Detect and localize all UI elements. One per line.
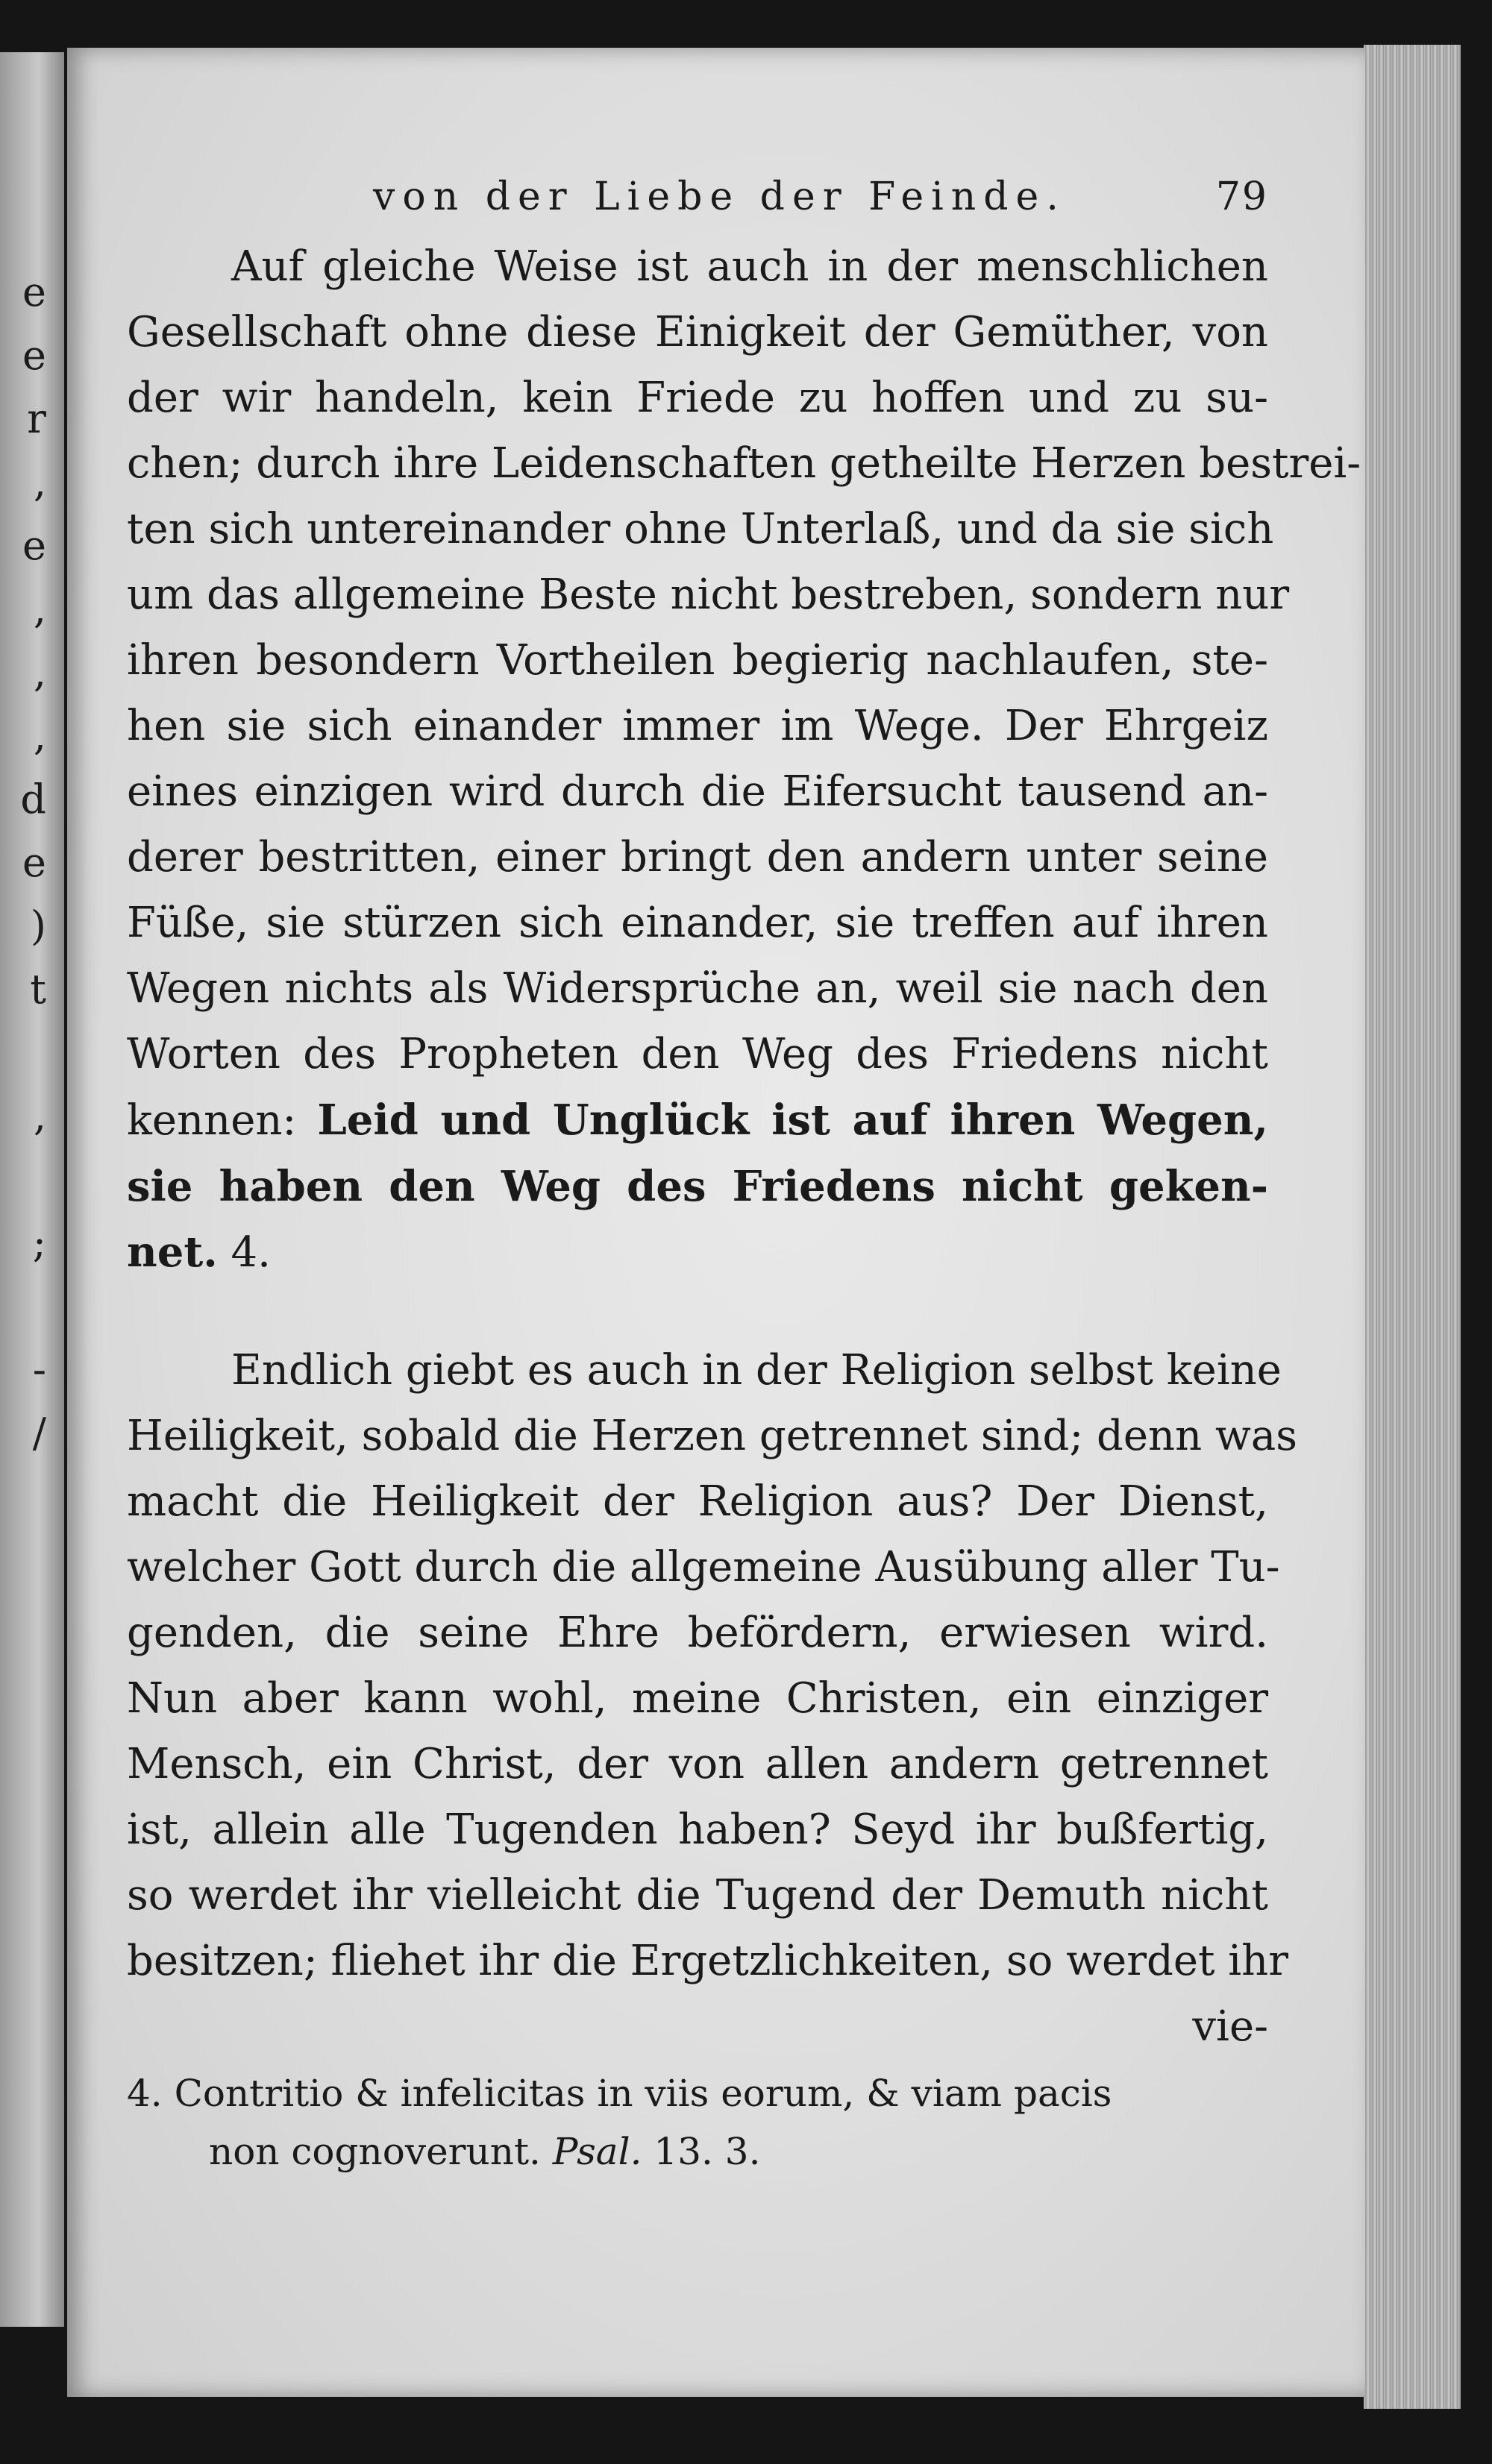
- text-line: Gesellschaft ohne diese Einigkeit der Gemüther, von: [127, 308, 1268, 356]
- facing-page-glyph: ,: [33, 712, 46, 759]
- facing-page-glyph: ,: [33, 1093, 46, 1140]
- footnote-text: non cognoverunt.: [209, 2130, 553, 2173]
- footnote-line: [127, 2122, 1268, 2181]
- text-line: um das allgemeine Beste nicht bestreben, sondern nur: [127, 571, 1290, 619]
- text-line: [127, 1219, 1268, 1286]
- text-line: ten sich untereinander ohne Unterlaß, und da sie sich: [127, 505, 1274, 553]
- scripture-quote: net.: [127, 1228, 218, 1277]
- running-head: [127, 145, 1268, 234]
- facing-page-glyph: ,: [33, 459, 46, 506]
- facing-page-glyph: e: [22, 268, 46, 315]
- text-line: ihren besondern Vortheilen begierig nachlaufen, ste-: [127, 636, 1268, 685]
- text-line: eines einzigen wird durch die Eifersucht tausend an-: [127, 767, 1268, 816]
- text-line: chen; durch ihre Leidenschaften getheilte Herzen bestrei-: [127, 439, 1361, 488]
- footnote-line: 4. Contritio & infelicitas in viis eorum, & viam pacis: [127, 2072, 1112, 2115]
- text-line: der wir handeln, kein Friede zu hoffen und zu su-: [127, 374, 1268, 422]
- facing-page-glyph: e: [22, 839, 46, 886]
- text-line: so werdet ihr vielleicht die Tugend der Demuth nicht: [127, 1871, 1268, 1920]
- scripture-quote-line: sie haben den Weg des Friedens nicht geken-: [127, 1162, 1268, 1211]
- text-line: Endlich giebt es auch in der Religion selbst keine: [231, 1346, 1282, 1395]
- facing-page-glyph: /: [32, 1409, 46, 1456]
- text-line: besitzen; fliehet ihr die Ergetzlichkeiten, so werdet ihr: [127, 1937, 1289, 1985]
- facing-page-glyph: ;: [32, 1219, 46, 1266]
- text-line: genden, die seine Ehre befördern, erwiesen wird.: [127, 1609, 1268, 1657]
- text-line: macht die Heiligkeit der Religion aus? Der Dienst,: [127, 1477, 1268, 1526]
- text-line: hen sie sich einander immer im Wege. Der Ehrgeiz: [127, 702, 1268, 750]
- book-page: [67, 48, 1365, 2397]
- facing-page-glyph: r: [27, 395, 46, 442]
- text-line: Nun aber kann wohl, meine Christen, ein einziger: [127, 1674, 1268, 1723]
- facing-page-glyph: ,: [33, 585, 46, 632]
- text-line: Wegen nichts als Widersprüche an, weil sie nach den: [127, 964, 1268, 1013]
- text-line: Füße, sie stürzen sich einander, sie treffen auf ihren: [127, 899, 1268, 947]
- text-line: [127, 1087, 1268, 1154]
- text-line: Auf gleiche Weise ist auch in der menschlichen: [231, 242, 1268, 291]
- text-line: Mensch, ein Christ, der von allen andern getrennet: [127, 1740, 1268, 1788]
- footnote-citation-book: Psal.: [552, 2130, 642, 2173]
- facing-page-glyph: t: [30, 966, 46, 1013]
- text-line: derer bestritten, einer bringt den andern unter seine: [127, 833, 1268, 881]
- running-head-title: von der Liebe der Feinde.: [373, 175, 1066, 219]
- facing-page-glyph: ): [30, 902, 46, 949]
- facing-page-glyph: -: [32, 1346, 46, 1393]
- paragraph-gap: [127, 1286, 1268, 1338]
- text-line: Heiligkeit, sobald die Herzen getrennet sind; denn was: [127, 1412, 1298, 1460]
- facing-page-glyph: e: [22, 522, 46, 569]
- facing-page-edge: [0, 52, 64, 2327]
- book-page-stack-edge: [1364, 45, 1461, 2409]
- footnote-citation-ref: 13. 3.: [642, 2130, 761, 2173]
- text-line: welcher Gott durch die allgemeine Ausübung aller Tu-: [127, 1543, 1280, 1591]
- catchword: vie-: [1192, 2002, 1268, 2051]
- text-line: Worten des Propheten den Weg des Friedens nicht: [127, 1030, 1268, 1078]
- page-number: 79: [1215, 175, 1268, 219]
- scripture-quote: Leid und Unglück ist auf ihren Wegen,: [317, 1096, 1268, 1145]
- paragraph-1: [127, 234, 1361, 1286]
- text-run: kennen:: [127, 1096, 318, 1145]
- footnote: [127, 2064, 1268, 2181]
- footnote-reference: 4.: [217, 1228, 271, 1277]
- text-line: ist, allein alle Tugenden haben? Seyd ihr bußfertig,: [127, 1805, 1268, 1854]
- facing-page-glyph: d: [20, 776, 46, 823]
- facing-page-glyph: ,: [33, 649, 46, 696]
- page-text: [127, 145, 1361, 2181]
- paragraph-2: [127, 1338, 1298, 2060]
- facing-page-glyph: e: [22, 332, 46, 379]
